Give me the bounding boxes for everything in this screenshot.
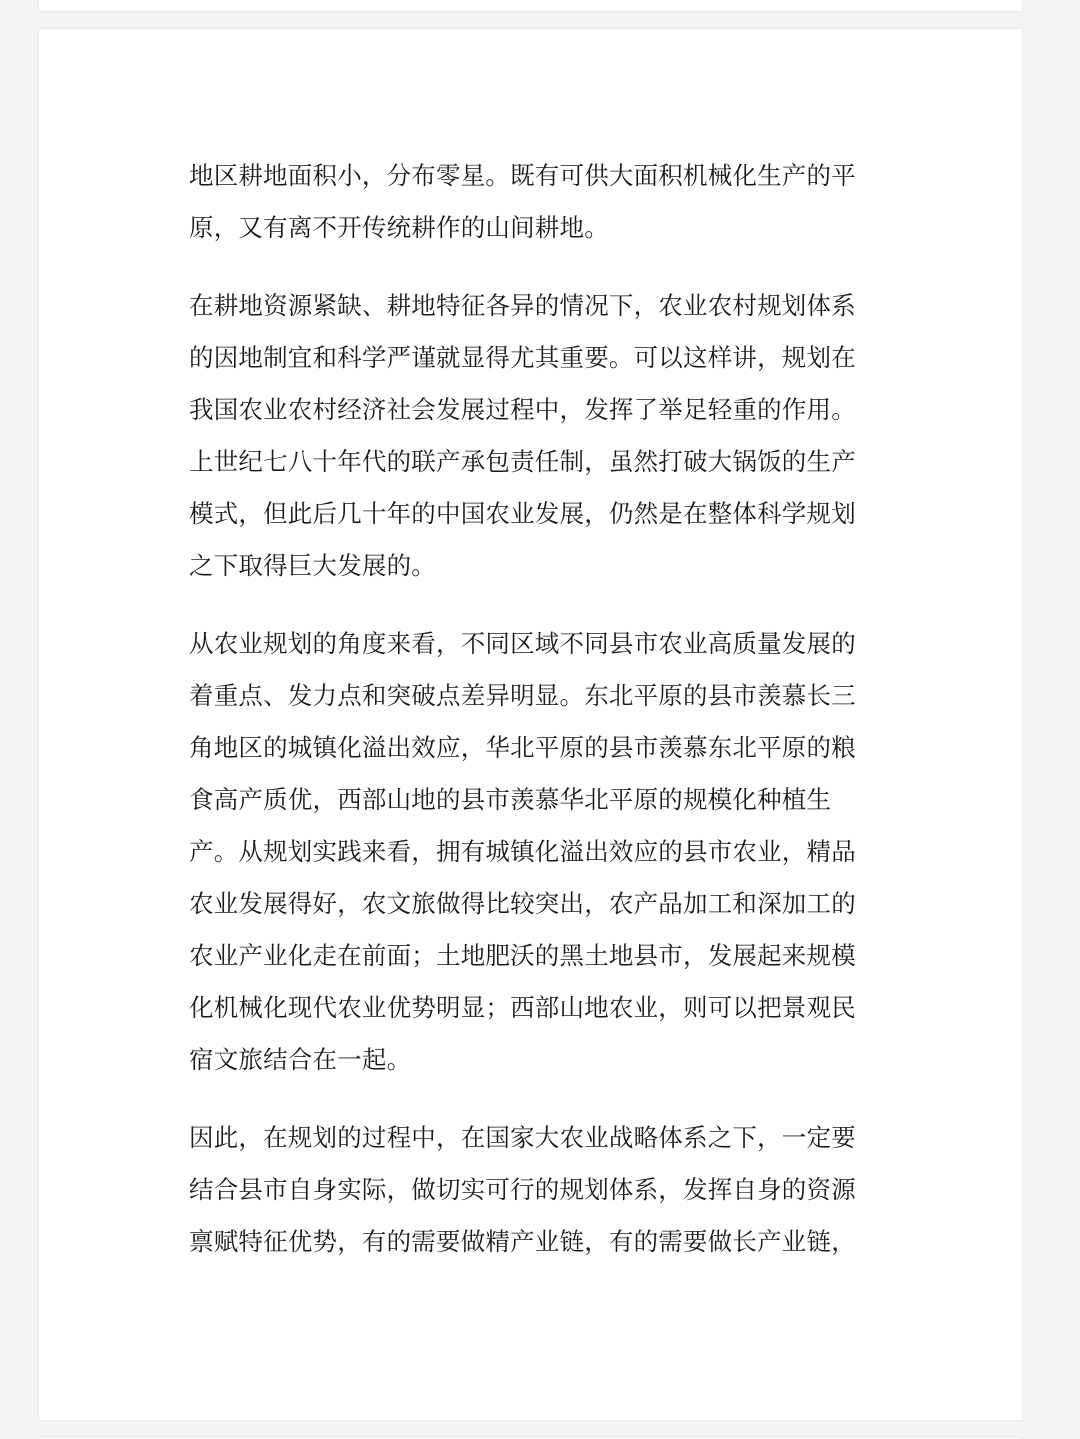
previous-card bbox=[38, 0, 1023, 12]
paragraph-2: 在耕地资源紧缺、耕地特征各异的情况下，农业农村规划体系 的因地制宜和科学严谨就显得尤其重要。可以这样讲，规划在 我国农业农村经济社会发展过程中，发挥了举足轻重的作用。 上世纪七八十年代的联产承包责任制，虽然打破大锅饭的生产 模式，但此后几十年的中国农业发展，仍然是在整体科学规划 之下取得巨大发展的。 bbox=[189, 291, 856, 580]
paragraph-3: 从农业规划的角度来看，不同区域不同县市农业高质量发展的 着重点、发力点和突破点差异明显。东北平原的县市羡慕长三 角地区的城镇化溢出效应，华北平原的县市羡慕东北平原的粮 食高产质优，西部山地的县市羡慕华北平原的规模化种植生 产。从规划实践来看，拥有城镇化溢出效应的县市农业，精品 农业发展得好，农文旅做得比较突出，农产品加工和深加工的 农业产业化走在前面；土地肥沃的黑土地县市，发展起来规模 化机械化现代农业优势明显；西部山地农业，则可以把景观民 宿文旅结合在一起。 bbox=[189, 629, 856, 1074]
paragraph-4: 因此，在规划的过程中，在国家大农业战略体系之下，一定要 结合县市自身实际，做切实可行的规划体系，发挥自身的资源 禀赋特征优势，有的需要做精产业链，有的需要做长产业链， bbox=[189, 1123, 856, 1256]
article-card bbox=[38, 28, 1023, 1421]
paragraph-1: 地区耕地面积小，分布零星。既有可供大面积机械化生产的平 原，又有离不开传统耕作的山间耕地。 bbox=[189, 161, 856, 242]
article-body bbox=[189, 150, 859, 1294]
